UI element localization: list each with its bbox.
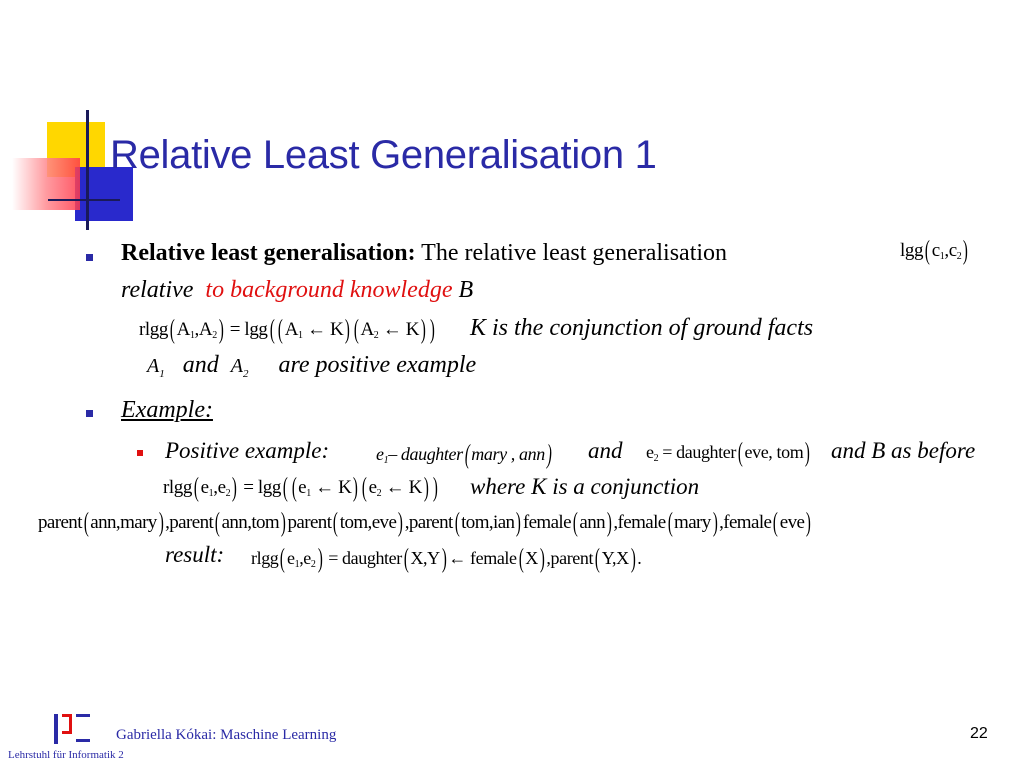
background-facts: parent(ann,mary),parent(ann,tom)parent(tom,eve),parent(tom,ian)female(ann),female(mary),female(eve)	[38, 507, 811, 537]
bullet-marker	[86, 254, 93, 261]
formula-rlgg-example: rlgg( $e_1,e_2) = \lg g$( ( $e_1$ ← K) ( $e_2$ ← K) )	[163, 472, 438, 502]
and-word: and	[182, 352, 219, 378]
slide-title: Relative Least Generalisation 1	[110, 133, 657, 177]
positive-example-label: Positive example:	[165, 438, 330, 463]
bullet1-line4	[147, 352, 476, 380]
definition-text: The relative least generalisation	[415, 240, 728, 266]
formula-rlgg-definition: rlgg( $A_1,A_2) = \lg g$( ( $A_1$ ← K) ( $A_2$ ← K) )	[139, 314, 435, 344]
relative-word: relative	[121, 277, 194, 303]
result-label: result:	[165, 542, 225, 567]
example-heading: Example:	[121, 397, 213, 423]
bullet1-line1	[121, 240, 727, 267]
k-description: K is the conjunction of ground facts	[470, 315, 814, 341]
definition-term: Relative least generalisation:	[121, 240, 416, 266]
a2-symbol: $A_2$	[230, 355, 249, 380]
background-knowledge: to background knowledge	[205, 277, 453, 303]
formula-result: rlgg( $e_1,e_2$) = daughter( X,Y) ← female( X) ,parent( Y,X) .	[251, 543, 642, 573]
formula-e1: $e_1-$ daughter( mary , ann)	[376, 439, 552, 469]
formula-lgg: lgg( $c_1,c_2$)	[900, 235, 969, 265]
formula-e2: $e_2$ = daughter( eve, tom)	[646, 437, 810, 467]
deco-horizontal-line	[48, 199, 120, 201]
footer-author: Gabriella Kókai: Maschine Learning	[116, 727, 337, 743]
b-symbol: B	[458, 277, 474, 303]
sub-bullet-marker	[137, 450, 143, 456]
bullet1-line2	[121, 277, 473, 304]
page-number: 22	[970, 725, 988, 742]
bullet-marker	[86, 410, 93, 417]
footer-chair: Lehrstuhl für Informatik 2	[8, 749, 124, 761]
logo-s	[76, 714, 90, 742]
title-decoration	[0, 100, 120, 230]
a1-symbol: $A_1$	[147, 355, 165, 380]
and-b-as-before: and B as before	[831, 438, 976, 463]
logo-p	[62, 714, 72, 734]
deco-vertical-line	[86, 110, 89, 230]
and-word: and	[588, 438, 623, 463]
positive-example-text: are positive example	[278, 352, 477, 378]
ips-logo	[52, 712, 94, 746]
deco-pink-square	[12, 158, 80, 210]
where-k-text: where K is a conjunction	[470, 474, 700, 499]
logo-bar-1	[54, 714, 58, 744]
